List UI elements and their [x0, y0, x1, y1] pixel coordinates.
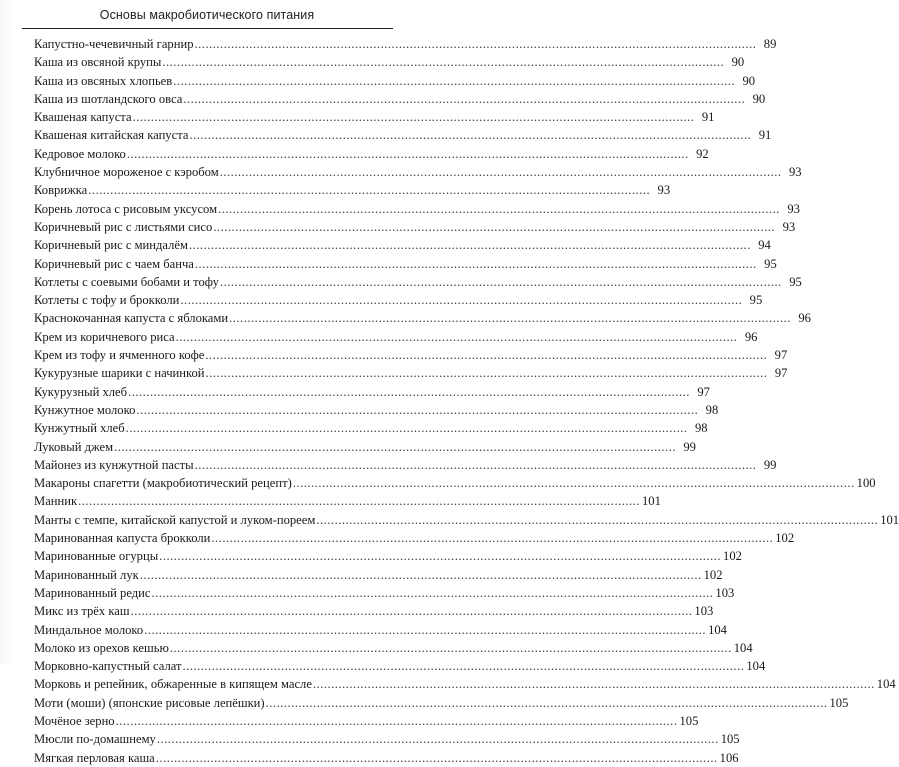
- toc-entry-page: 100: [856, 476, 876, 491]
- toc-entry-page: 97: [774, 366, 788, 381]
- toc-entry: [34, 126, 772, 144]
- toc-entry: [34, 90, 766, 108]
- toc-dot-leader: [143, 621, 706, 639]
- toc-entry-title: Каша из шотландского овса: [34, 91, 183, 106]
- toc-dot-leader: [194, 35, 757, 53]
- toc-dot-leader: [194, 255, 757, 273]
- toc-entry-page: 92: [696, 146, 709, 161]
- toc-entry-page: 95: [749, 293, 763, 308]
- header-rule: [22, 28, 393, 29]
- toc-dot-leader: [182, 90, 745, 108]
- toc-entry-page: 93: [782, 219, 796, 234]
- toc-entry-title: Капустно-чечевичный гарнир: [34, 37, 194, 51]
- toc-entry-page: 104: [733, 640, 753, 655]
- toc-dot-leader: [158, 547, 721, 565]
- toc-entry: [34, 72, 756, 90]
- toc-dot-leader: [212, 218, 775, 236]
- toc-entry-title: Мюсли по-домашнему: [34, 732, 156, 747]
- toc-entry: [34, 53, 745, 71]
- toc-entry-page: 101: [880, 512, 899, 527]
- toc-entry: [34, 474, 876, 492]
- toc-dot-leader: [130, 602, 693, 620]
- toc-dot-leader: [125, 419, 688, 437]
- toc-dot-leader: [194, 456, 757, 474]
- toc-entry-page: 97: [697, 384, 710, 399]
- toc-entry-title: Кукурузные шарики с начинкой: [34, 366, 205, 381]
- toc-entry-title: Мягкая перловая каша: [34, 750, 155, 765]
- toc-dot-leader: [315, 511, 878, 529]
- toc-entry-title: Котлеты с соевыми бобами и тофу: [34, 274, 219, 289]
- toc-entry-title: Молоко из орехов кешью: [34, 640, 169, 655]
- toc-entry-page: 90: [752, 91, 766, 106]
- toc-entry-page: 99: [763, 457, 777, 472]
- toc-dot-leader: [204, 346, 767, 364]
- toc-entry: [34, 35, 777, 53]
- toc-dot-leader: [292, 474, 855, 492]
- toc-entry-page: 93: [657, 183, 671, 198]
- toc-dot-leader: [217, 200, 780, 218]
- toc-entry-page: 103: [694, 604, 714, 619]
- toc-entry-title: Кунжутное молоко: [34, 402, 136, 417]
- toc-entry-page: 106: [719, 750, 739, 765]
- toc-dot-leader: [87, 181, 650, 199]
- toc-entry-page: 102: [775, 531, 795, 546]
- toc-entry: [34, 547, 742, 565]
- toc-dot-leader: [113, 438, 676, 456]
- toc-entry-page: 102: [723, 549, 742, 564]
- toc-entry-page: 99: [683, 439, 696, 454]
- toc-entry: [34, 236, 771, 254]
- toc-entry-title: Коврижка: [34, 183, 88, 198]
- toc-entry: [34, 145, 709, 163]
- toc-entry-title: Манник: [34, 494, 78, 509]
- toc-entry-page: 104: [746, 659, 766, 674]
- toc-dot-leader: [265, 694, 828, 712]
- toc-entry: [34, 309, 811, 327]
- toc-entry-title: Крем из тофу и ячменного кофе: [34, 348, 205, 363]
- toc-entry-page: 90: [731, 55, 745, 70]
- toc-entry-title: Клубничное мороженое с кэробом: [34, 165, 219, 180]
- toc-entry: [34, 383, 710, 401]
- toc-entry: [34, 255, 777, 273]
- toc-dot-leader: [172, 72, 735, 90]
- toc-entry-title: Каша из овсяной крупы: [34, 55, 162, 70]
- toc-entry: [34, 346, 788, 364]
- toc-entry-page: 93: [788, 165, 802, 180]
- toc-dot-leader: [156, 730, 719, 748]
- toc-entry-page: 95: [789, 274, 802, 289]
- toc-entry-title: Каша из овсяных хлопьев: [34, 73, 173, 88]
- toc-entry-page: 104: [876, 677, 896, 692]
- toc-entry-page: 105: [829, 695, 849, 710]
- toc-entry-page: 104: [708, 622, 727, 637]
- toc-entry-title: Крем из коричневого риса: [34, 329, 175, 344]
- toc-entry-title: Краснокочанная капуста с яблоками: [34, 311, 229, 326]
- toc-dot-leader: [151, 584, 714, 602]
- toc-entry: [34, 639, 753, 657]
- toc-entry-title: Коричневый рис с миндалём: [34, 238, 188, 253]
- running-header: Основы макробиотического питания: [99, 8, 315, 22]
- toc-entry: [34, 163, 802, 181]
- toc-dot-leader: [179, 291, 742, 309]
- toc-entry: [34, 602, 714, 620]
- toc-entry: [34, 529, 795, 547]
- toc-entry-page: 90: [742, 73, 756, 88]
- toc-entry-title: Моти (моши) (японские рисовые лепёшки): [34, 695, 265, 710]
- toc-dot-leader: [132, 108, 695, 126]
- toc-entry-page: 101: [641, 494, 661, 509]
- toc-dot-leader: [77, 492, 640, 510]
- toc-entry: [34, 511, 899, 529]
- toc-entry-page: 95: [764, 256, 777, 271]
- toc-entry: [34, 694, 849, 712]
- toc-entry-title: Маринованные огурцы: [34, 549, 159, 564]
- toc-entry-page: 94: [758, 238, 771, 253]
- toc-entry-title: Маринованная капуста брокколи: [34, 531, 211, 546]
- toc-entry: [34, 584, 735, 602]
- toc-entry: [34, 675, 896, 693]
- toc-dot-leader: [210, 529, 773, 547]
- toc-dot-leader: [127, 383, 690, 401]
- toc-entry: [34, 108, 715, 126]
- toc-entry-page: 96: [798, 311, 811, 326]
- toc-dot-leader: [161, 53, 724, 71]
- toc-entry: [34, 456, 777, 474]
- toc-entry-title: Кунжутный хлеб: [34, 421, 125, 436]
- toc-entry-page: 96: [744, 329, 758, 344]
- toc-entry-title: Микс из трёх каш: [34, 604, 130, 619]
- toc-entry-title: Коричневый рис с чаем банча: [34, 256, 194, 271]
- toc-dot-leader: [188, 236, 751, 254]
- table-of-contents: [34, 35, 899, 767]
- toc-entry: [34, 712, 699, 730]
- toc-entry: [34, 328, 758, 346]
- toc-entry-title: Мочёное зерно: [34, 713, 115, 728]
- toc-entry: [34, 419, 708, 437]
- toc-entry-title: Маринованный редис: [34, 585, 151, 600]
- toc-entry-page: 93: [787, 201, 800, 216]
- toc-entry-title: Манты с темпе, китайской капустой и луком-пореем: [34, 512, 316, 527]
- toc-entry-title: Луковый джем: [34, 439, 114, 454]
- toc-entry-page: 89: [763, 37, 777, 51]
- toc-dot-leader: [228, 309, 791, 327]
- toc-entry-page: 105: [720, 732, 740, 747]
- toc-entry-title: Котлеты с тофу и брокколи: [34, 293, 180, 308]
- toc-dot-leader: [175, 328, 738, 346]
- toc-dot-leader: [115, 712, 678, 730]
- toc-entry-title: Кукурузный хлеб: [34, 384, 128, 399]
- toc-entry-title: Морковь и репейник, обжаренные в кипящем масле: [34, 677, 312, 692]
- toc-entry: [34, 364, 788, 382]
- toc-entry-title: Квашеная китайская капуста: [34, 128, 189, 143]
- toc-dot-leader: [126, 145, 689, 163]
- toc-entry-title: Майонез из кунжутной пасты: [34, 457, 194, 472]
- toc-dot-leader: [139, 566, 702, 584]
- toc-dot-leader: [219, 273, 782, 291]
- toc-entry-page: 91: [701, 110, 715, 125]
- toc-dot-leader: [182, 657, 745, 675]
- toc-entry-page: 91: [758, 128, 772, 143]
- toc-entry-title: Квашеная капуста: [34, 110, 132, 125]
- toc-entry: [34, 273, 802, 291]
- toc-entry-page: 98: [694, 421, 708, 436]
- toc-entry-page: 102: [703, 567, 723, 582]
- toc-dot-leader: [135, 401, 698, 419]
- toc-entry-page: 97: [774, 348, 788, 363]
- toc-dot-leader: [188, 126, 751, 144]
- toc-entry-title: Корень лотоса с рисовым уксусом: [34, 201, 218, 216]
- toc-dot-leader: [155, 749, 718, 767]
- toc-dot-leader: [205, 364, 768, 382]
- toc-entry-page: 98: [705, 402, 719, 417]
- toc-entry-page: 105: [679, 713, 699, 728]
- toc-entry-title: Маринованный лук: [34, 567, 139, 582]
- toc-entry: [34, 218, 796, 236]
- toc-entry: [34, 438, 696, 456]
- toc-dot-leader: [219, 163, 782, 181]
- toc-entry: [34, 492, 661, 510]
- toc-entry: [34, 730, 740, 748]
- toc-entry: [34, 291, 763, 309]
- toc-entry: [34, 181, 671, 199]
- toc-entry: [34, 621, 727, 639]
- toc-entry: [34, 749, 739, 767]
- toc-entry-title: Макароны спагетти (макробиотический рецепт): [34, 476, 292, 491]
- toc-entry: [34, 401, 719, 419]
- toc-entry-page: 103: [715, 585, 735, 600]
- toc-dot-leader: [169, 639, 732, 657]
- toc-entry-title: Кедровое молоко: [34, 146, 126, 161]
- toc-entry: [34, 657, 766, 675]
- toc-entry: [34, 566, 723, 584]
- toc-dot-leader: [312, 675, 875, 693]
- toc-entry-title: Миндальное молоко: [34, 622, 144, 637]
- toc-entry-title: Морковно-капустный салат: [34, 659, 182, 674]
- toc-entry: [34, 200, 800, 218]
- toc-entry-title: Коричневый рис с листьями сисо: [34, 219, 213, 234]
